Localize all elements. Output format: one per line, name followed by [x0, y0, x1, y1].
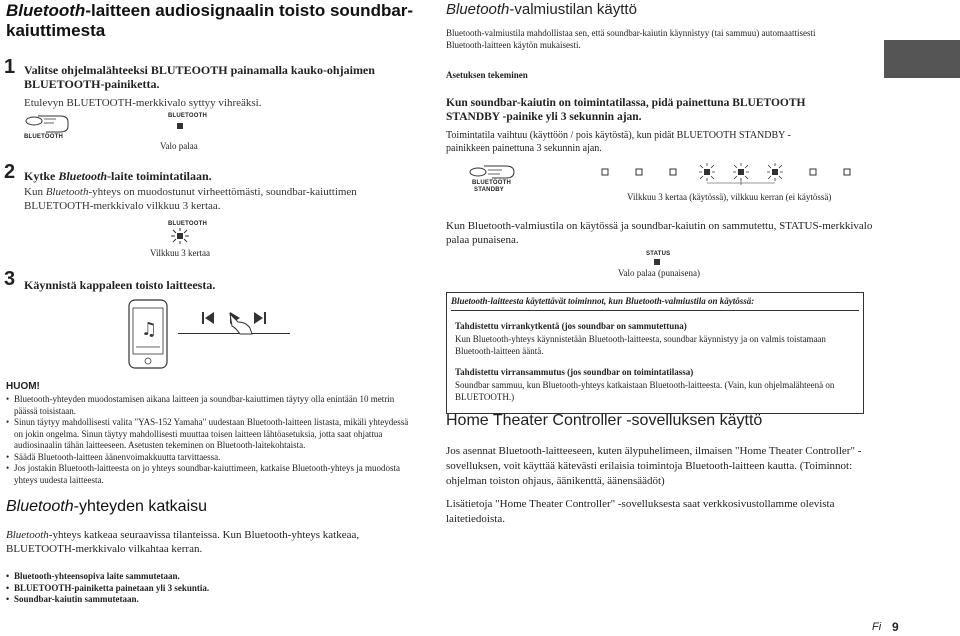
status-led [654, 259, 660, 265]
status-led-label: STATUS [646, 251, 671, 257]
disconnect-item: • Bluetooth-yhteensopiva laite sammutetaan. [6, 571, 406, 583]
standby-functions-box [446, 292, 864, 414]
smartphone-illustration [128, 299, 168, 369]
step-number-3: 3 [4, 268, 16, 290]
disconnect-item: • Soundbar-kaiutin sammutetaan. [6, 594, 406, 606]
svg-text:♫: ♫ [141, 319, 158, 340]
standby-toggle-note: Toimintatila vaihtuu (käyttöön / pois käytöstä), kun pidät BLUETOOTH STANDBY -painikkeen painettuna 3 sekunnin ajan. [446, 130, 791, 154]
poweroff-note: Kun Bluetooth-valmiustila on käytössä ja soundbar-kaiutin on sammutettu, STATUS-merkkivalo palaa punaisena. [446, 220, 873, 246]
hand-press-icon [24, 112, 72, 146]
step-2-title: Kytke Bluetooth-laite toimintatilaan. [24, 169, 212, 183]
section-title-htc: Home Theater Controller -sovelluksen käyttö [446, 412, 763, 429]
finger-tap-icon [228, 312, 254, 336]
caution-item: • Bluetooth-yhteyden muodostamisen aikana laitteen ja soundbar-kaiuttimen täytyy olla enintään 10 metrin päässä toisistaan. [6, 394, 414, 417]
footer-language: Fi [872, 621, 882, 633]
standby-intro: Bluetooth-valmiustila mahdollistaa sen, että soundbar-kaiutin käynnistyy (tai sammuu) automaattisesti Bluetooth-laitteen käytön mukaisesti. [446, 28, 816, 50]
led-blink-icon [170, 228, 190, 244]
led-caption-blink: Vilkkuu 3 kertaa [150, 248, 210, 258]
page-number: 9 [892, 620, 899, 634]
status-caption: Valo palaa (punaisena) [618, 268, 700, 278]
disconnect-item: • BLUETOOTH-painiketta painetaan yli 3 sekuntia. [6, 583, 406, 595]
remote-standby-label: STANDBY [474, 187, 504, 193]
chapter-tab [884, 40, 960, 78]
step-1-body: Etulevyn BLUETOOTH-merkkivalo syttyy vihreäksi. [24, 97, 262, 109]
functions-box-header: Bluetooth-laitteesta käytettävät toiminnot, kun Bluetooth-valmiustila on käytössä: [451, 296, 859, 311]
function-1-body: Kun Bluetooth-yhteys käynnistetään Bluetooth-laitteesta, soundbar käynnistyy ja on valmis toistamaan Bluetooth-laitteen ääntä. [455, 334, 826, 356]
remote-bluetooth-label: BLUETOOTH [24, 134, 64, 140]
section-title-standby: Bluetooth-valmiustilan käyttö [446, 1, 637, 18]
step-2-body: Kun Bluetooth-yhteys on muodostunut virheettömästi, soundbar-kaiuttimen BLUETOOTH-merkkivalo vilkkuu 3 kertaa. [24, 186, 357, 212]
led-bluetooth-on [177, 123, 183, 129]
step-number-2: 2 [4, 161, 16, 183]
remote-bt-label: BLUETOOTH [472, 180, 512, 186]
smartphone-icon [128, 299, 168, 369]
function-1-title: Tahdistettu virrankytkentä (jos soundbar on sammutettuna) [455, 321, 687, 331]
disconnect-list [6, 571, 406, 606]
caution-item: • Säädä Bluetooth-laitteen äänenvoimakkuutta tarvittaessa. [6, 452, 414, 464]
caution-list [6, 394, 414, 486]
hand-press-icon [466, 162, 516, 182]
settings-heading: Asetuksen tekeminen [446, 70, 528, 80]
standby-instruction: Kun soundbar-kaiutin on toimintatilassa, pidä painettuna BLUETOOTH STANDBY -painike yli 3 sekunnin ajan. [446, 97, 806, 123]
blink-sequence-diagram [600, 163, 860, 185]
caution-item: • Sinun täytyy mahdollisesti valita "YAS-152 Yamaha" uudestaan Bluetooth-laitteen listasta, mikäli yhteydessä on jokin ongelma. Sinun täytyy mahdollisesti muuttaa toisen laitteen lähtöasetuksia, jotta saat ohjattua audiosinaalin tähän laitteeseen. Asetusten tekeminen on Bluetooth-laitekohtaista. [6, 417, 414, 452]
blink-caption: Vilkkuu 3 kertaa (käytössä), vilkkuu kerran (ei käytössä) [627, 192, 832, 202]
previous-track-icon [202, 312, 214, 324]
section-title-disconnect: Bluetooth-yhteyden katkaisu [6, 498, 208, 515]
led-caption-on: Valo palaa [160, 141, 198, 151]
step-1-title: Valitse ohjelmalähteeksi BLUTEOOTH painamalla kauko-ohjaimen BLUETOOTH-painiketta. [24, 63, 375, 91]
led-bluetooth-label-1: BLUETOOTH [168, 113, 208, 119]
function-2-title: Tahdistettu virransammutus (jos soundbar on toimintatilassa) [455, 367, 694, 377]
step-number-1: 1 [4, 56, 16, 78]
step-3-title: Käynnistä kappaleen toisto laitteesta. [24, 278, 216, 292]
htc-body-1: Jos asennat Bluetooth-laitteeseen, kuten älypuhelimeen, ilmaisen "Home Theater Controller" -sovelluksen, voit käyttää kätevästi erilaisia toimintoja Bluetooth-laitteen kautta. (Toiminnot: ohjelman toiston ohjaus, äänikenttä, äänensäädöt) [446, 445, 862, 487]
remote-bluetooth-button [24, 112, 72, 146]
caution-item: • Jos jostakin Bluetooth-laitteesta on jo yhteys soundbar-kaiuttimeen, katkaise Bluetooth-yhteys ja muodosta yhteys uudesta laitteesta. [6, 463, 414, 486]
next-track-icon [254, 312, 266, 324]
section-title-playback: Bluetooth-laitteen audiosignaalin toisto soundbar-kaiuttimesta [6, 1, 414, 40]
caution-heading: HUOM! [6, 381, 40, 392]
led-bluetooth-label-2: BLUETOOTH [168, 221, 208, 227]
blink-rays-icon [170, 228, 190, 244]
function-2-body: Soundbar sammuu, kun Bluetooth-yhteys katkaistaan Bluetooth-laitteesta. (Vain, kun ohjelmalähteenä on BLUETOOTH.) [455, 380, 835, 402]
htc-body-2: Lisätietoja "Home Theater Controller" -sovelluksesta saat verkkosivustollamme olevista laitetiedoista. [446, 498, 835, 525]
disconnect-body: Bluetooth-yhteys katkeaa seuraavissa tilanteissa. Kun Bluetooth-yhteys katkeaa, BLUETOOTH-merkkivalo vilkahtaa kerran. [6, 529, 360, 555]
remote-bt-standby-button [466, 162, 516, 198]
